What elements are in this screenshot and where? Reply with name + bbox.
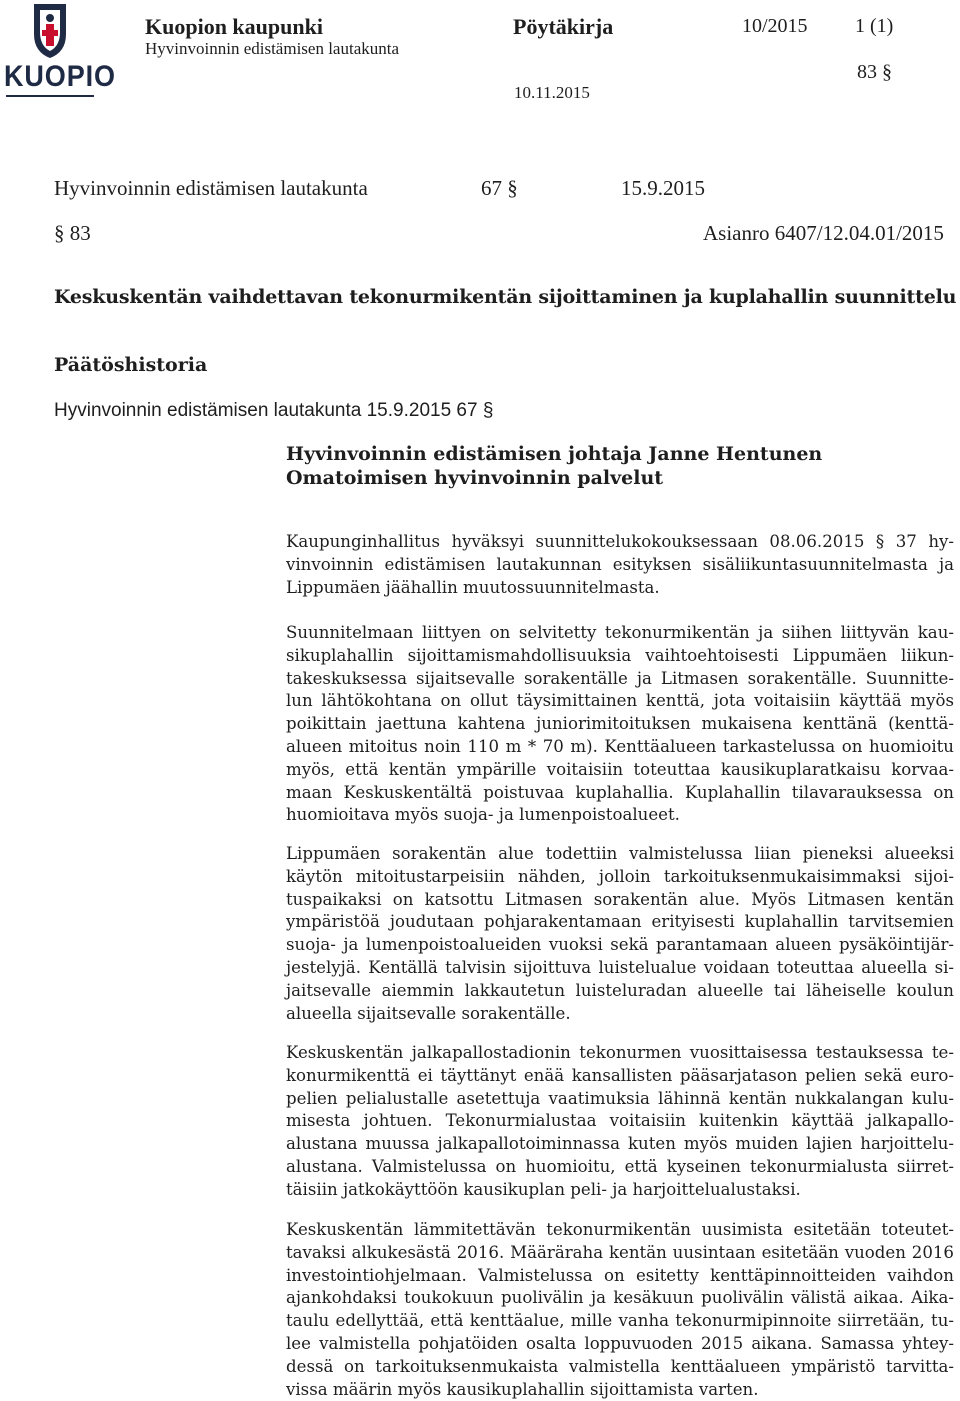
paragraph-line: taulu edellyttää, että kenttäalue, mille vanha tekonurmipinnoite siirretään, tu- <box>286 1311 954 1331</box>
paragraph-line: tuspaikaksi on katsottu Litmasen sorakentän alue. Myös Litmasen kentän <box>286 889 954 909</box>
paragraph-line: Lippumäen jäähallin muutossuunnitelmasta. <box>286 577 660 597</box>
paragraph-line: alustana. Valmistelussa on huomioitu, että kyseinen tekonurmialusta siirret- <box>286 1156 954 1176</box>
paragraph-line: vinvoinnin edistämisen lautakunnan esityksen sisäliikuntasuunnitelmasta ja <box>286 554 954 574</box>
paragraph-line: maan Keskuskentältä poistuvaa kuplahallia. Kuplahallin tilavarauksessa on <box>286 782 954 802</box>
body-paragraph-1 <box>286 531 954 599</box>
paragraph-line: takeskuksessa sijaitsevalle sorakentälle ja Litmasen sorakentälle. Suunnitte- <box>286 668 954 688</box>
paragraph-line: jaitsevalle aiemmin lakkautetun luisteluradan alueelle tai läheiselle koulun <box>286 980 954 1000</box>
paragraph-line: misesta johtuen. Tekonurmialustaa voitaisiin kuitenkin käyttää jalkapallo- <box>286 1111 954 1131</box>
coat-of-arms-icon <box>0 0 100 60</box>
paragraph-line: vissa määrin myös kausikuplahallin sijoittamista varten. <box>286 1379 759 1399</box>
body-paragraph-3 <box>286 843 954 1025</box>
paragraph-line: ajankohdaksi toukokuun puolivälin ja kesäkuun puolivälin välistä aikaa. Aika- <box>286 1288 954 1308</box>
history-line: Hyvinvoinnin edistämisen lautakunta 15.9.2015 67 § <box>54 400 494 421</box>
document-type: Pöytäkirja <box>513 14 614 39</box>
section-number: 83 § <box>857 61 892 83</box>
paragraph-line: konurmikenttä ei täyttänyt enää kansallisten pääsarjatason pelien sekä euro- <box>286 1065 954 1085</box>
reference-section: 67 § <box>481 176 518 200</box>
paragraph-line: tavaksi alkukesästä 2016. Määräraha kentän uusintaan esitetään vuoden 2016 <box>286 1242 954 1262</box>
case-number: Asianro 6407/12.04.01/2015 <box>703 221 944 245</box>
logo-wordmark: KUOPIO <box>4 60 116 93</box>
paragraph-line: ympäristöä joudutaan pohjarakentamaan erityisesti kuplahallin tarvitsemien <box>286 912 954 932</box>
paragraph-line: alueen mitoitus noin 110 m * 70 m). Kenttäalueen tarkastelussa on huomioitu <box>286 736 954 756</box>
paragraph-line: alustana muussa jalkapallotoiminnassa kuten myös muiden lajien harjoittelu- <box>286 1134 954 1154</box>
reference-board: Hyvinvoinnin edistämisen lautakunta <box>54 176 368 200</box>
body-paragraph-2 <box>286 622 954 827</box>
board-name: Hyvinvoinnin edistämisen lautakunta <box>145 39 400 58</box>
paragraph-line: alueella sijaitsevalle sorakentälle. <box>286 1003 571 1023</box>
page-number: 1 (1) <box>855 15 894 37</box>
paragraph-line: täisiin jatkokäyttöön kausikuplan peli- ja harjoittelualustaksi. <box>286 1179 801 1199</box>
paragraph-line: jestelyjä. Kentällä talvisin sijoittuva luistelualue voidaan toteuttaa alueella si- <box>286 957 954 977</box>
paragraph-line: pelien pelialustalle asetettuja vaatimuksia lähinnä kentän nukkalangan kulu- <box>286 1088 954 1108</box>
kuopio-logo <box>0 0 116 100</box>
reference-date: 15.9.2015 <box>621 176 705 200</box>
paragraph-line: sikuplahallin sijoittamismahdollisuuksia vaihtoehtoisesti Lippumäen liikun- <box>286 645 954 665</box>
presenter: Hyvinvoinnin edistämisen johtaja Janne Hentunen <box>286 443 823 465</box>
logo-underline <box>6 95 94 97</box>
paragraph-line: käytön mitoitustarpeisiin nähden, jolloin tarkoituksenmukaisimmaksi sijoi- <box>286 866 954 886</box>
body-paragraph-5 <box>286 1219 954 1401</box>
paragraph-line: Keskuskentän jalkapallostadionin tekonurmen vuosittaisessa testauksessa te- <box>286 1043 954 1062</box>
paragraph-line: poikittain jaettuna kahtena juniorimitoituksen mukaisena kenttänä (kenttä- <box>286 714 954 734</box>
paragraph-line: lun lähtökohtana on ollut täysimittainen kenttä, jota voitaisiin käyttää myös <box>286 691 954 711</box>
decision-history-heading: Päätöshistoria <box>54 354 208 376</box>
paragraph-line: huomioitava myös suoja- ja lumenpoistoalueet. <box>286 805 680 825</box>
paragraph-line: lee valmistella pohjatöiden osalta loppuvuoden 2015 aikana. Samassa yhtey- <box>286 1333 954 1353</box>
paragraph-line: Keskuskentän lämmitettävän tekonurmikentän uusimista esitetään toteutet- <box>286 1220 954 1239</box>
document-number: 10/2015 <box>742 15 808 37</box>
paragraph-line: Lippumäen sorakentän alue todettiin valmistelussa liian pieneksi alueeksi <box>286 844 954 863</box>
organization-name: Kuopion kaupunki <box>145 14 323 39</box>
document-title: Keskuskentän vaihdettavan tekonurmikentän sijoittaminen ja kuplahallin suunnittelu <box>54 286 957 308</box>
paragraph-line: Suunnitelmaan liittyen on selvitetty tekonurmikentän ja siihen liittyvän kau- <box>286 623 954 642</box>
paragraph-line: Kaupunginhallitus hyväksyi suunnittelukokouksessaan 08.06.2015 § 37 hy- <box>286 532 954 551</box>
body-paragraph-4 <box>286 1042 954 1202</box>
meeting-date: 10.11.2015 <box>514 83 590 102</box>
paragraph-line: myös, että kentän ympärille voitaisiin toteuttaa kausikuplaratkaisu korvaa- <box>286 759 954 779</box>
paragraph-line: suoja- ja lumenpoistoalueiden vuoksi sekä parantamaan alueen pysäköintijär- <box>286 935 954 955</box>
paragraph-line: investointiohjelmaan. Valmistelussa on esitetty kenttäpinnoitteiden vaihdon <box>286 1265 954 1285</box>
responsible-unit: Omatoimisen hyvinvoinnin palvelut <box>286 467 664 489</box>
paragraph-line: dessä on tarkoituksenmukaista valmistella kenttäalueen ympäristö tarvitta- <box>286 1356 954 1376</box>
current-section: § 83 <box>54 221 91 245</box>
